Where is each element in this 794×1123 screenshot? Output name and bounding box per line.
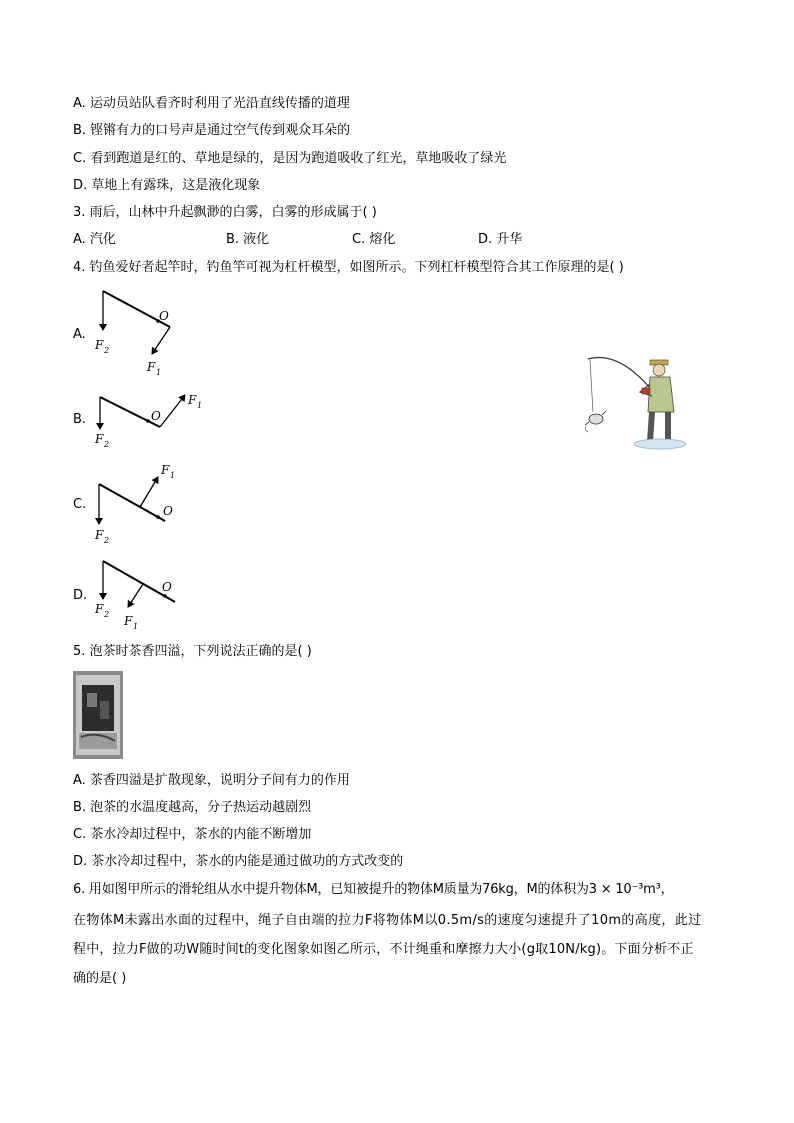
q2-option-d: D. 草地上有露珠，这是液化现象 xyxy=(73,178,261,193)
pivot-label-a: O xyxy=(159,309,169,323)
svg-text:F: F xyxy=(161,463,170,477)
q6-stem-line3: 程中，拉力F做的功W随时间t的变化图象如图乙所示，不计绳重和摩擦力大小(g取10N/kg)。下面分析不正 xyxy=(73,942,694,957)
pivot-label-d: O xyxy=(162,580,172,594)
svg-text:F: F xyxy=(124,614,133,628)
q6-stem-line1: 6. 用如图甲所示的滑轮组从水中提升物体M，已知被提升的物体M质量为76kg，M的体积为3 × 10⁻³m³， xyxy=(73,882,674,897)
q2-option-b: B. 铿锵有力的口号声是通过空气传到观众耳朵的 xyxy=(73,123,351,138)
q5-option-b: B. 泡茶的水温度越高，分子热运动越剧烈 xyxy=(73,800,312,815)
q4-stem: 4. 钓鱼爱好者起竿时，钓鱼竿可视为杠杆模型，如图所示。下列杠杆模型符合其工作原理的是( ) xyxy=(73,260,624,275)
q3-option-d: D. 升华 xyxy=(478,232,523,247)
svg-text:2: 2 xyxy=(104,536,110,545)
svg-text:1: 1 xyxy=(170,471,176,480)
q4-option-c-label: C. xyxy=(73,497,87,512)
q5-stem: 5. 泡茶时茶香四溢，下列说法正确的是( ) xyxy=(73,644,312,659)
svg-text:F: F xyxy=(147,360,156,374)
q3-option-a: A. 汽化 xyxy=(73,232,116,247)
svg-text:2: 2 xyxy=(104,440,110,449)
q4-option-b-label: B. xyxy=(73,412,87,427)
svg-text:1: 1 xyxy=(133,622,139,631)
svg-text:F: F xyxy=(95,338,104,352)
svg-text:F: F xyxy=(95,602,104,616)
q5-option-d: D. 茶水冷却过程中，茶水的内能是通过做功的方式改变的 xyxy=(73,854,404,869)
pivot-label-c: O xyxy=(163,504,173,518)
q6-stem-line2: 在物体M未露出水面的过程中，绳子自由端的拉力F将物体M以0.5m/s的速度匀速提升了10m的高度，此过 xyxy=(73,913,702,928)
svg-text:F: F xyxy=(95,432,104,446)
svg-text:F: F xyxy=(188,393,197,407)
lever-diagram-c xyxy=(94,463,175,545)
svg-text:F: F xyxy=(95,528,104,542)
svg-text:2: 2 xyxy=(104,610,110,619)
lever-diagram-d xyxy=(94,561,175,631)
svg-text:2: 2 xyxy=(104,346,110,355)
pivot-label-b: O xyxy=(151,409,161,423)
q2-option-c: C. 看到跑道是红的、草地是绿的，是因为跑道吸收了红光，草地吸收了绿光 xyxy=(73,151,507,166)
q5-option-c: C. 茶水冷却过程中，茶水的内能不断增加 xyxy=(73,827,312,842)
q4-option-d-label: D. xyxy=(73,588,88,603)
lever-diagram-b xyxy=(94,393,202,449)
q3-stem: 3. 雨后，山林中升起飘渺的白雾，白雾的形成属于( ) xyxy=(73,205,377,220)
q4-option-a-label: A. xyxy=(73,327,86,342)
tea-photo xyxy=(73,671,123,759)
q2-option-a: A. 运动员站队看齐时利用了光沿直线传播的道理 xyxy=(73,96,350,111)
svg-text:1: 1 xyxy=(197,401,203,410)
fisherman-illustration xyxy=(580,352,692,452)
q6-stem-line4: 确的是( ) xyxy=(73,971,127,986)
q5-option-a: A. 茶香四溢是扩散现象，说明分子间有力的作用 xyxy=(73,773,350,788)
svg-text:1: 1 xyxy=(156,368,162,377)
q3-option-b: B. 液化 xyxy=(226,232,270,247)
q3-option-c: C. 熔化 xyxy=(352,232,396,247)
lever-diagram-a xyxy=(94,291,170,377)
